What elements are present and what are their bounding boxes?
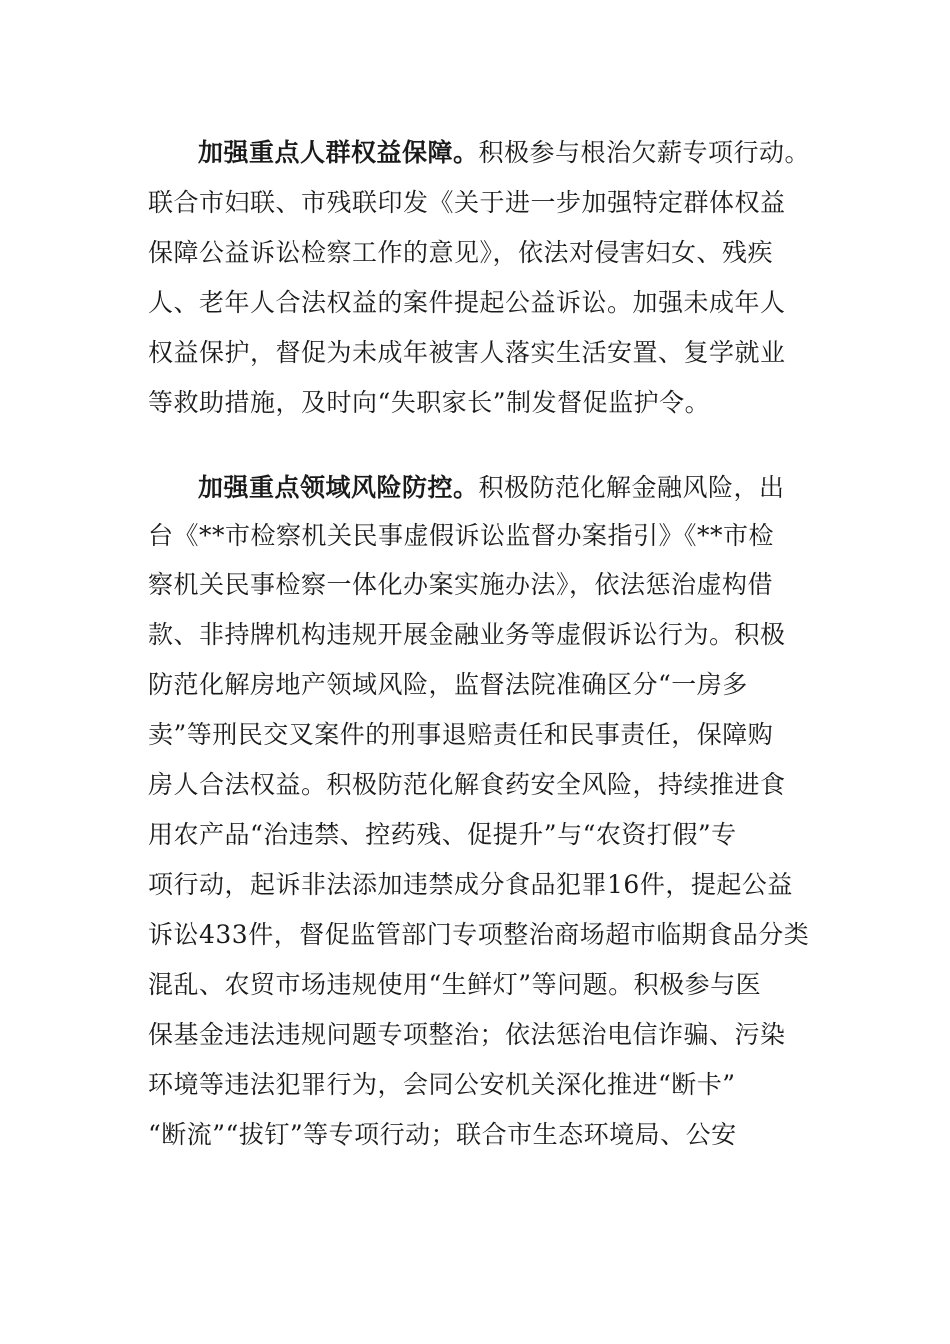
paragraph-2-line-12: 保基金违法违规问题专项整治；依法惩治电信诈骗、污染 bbox=[148, 1020, 786, 1049]
paragraph-2-line-8: 用农产品“治违禁、控药残、促提升”与“农资打假”专 bbox=[148, 820, 737, 849]
paragraph-1-line-4: 人、老年人合法权益的案件提起公益诉讼。加强未成年人 bbox=[148, 288, 786, 317]
paragraph-2-line-11: 混乱、农贸市场违规使用“生鲜灯”等问题。积极参与医 bbox=[148, 970, 762, 999]
paragraph-2-line-10: 诉讼433件，督促监管部门专项整治商场超市临期食品分类 bbox=[148, 920, 810, 949]
paragraph-1-line-1 bbox=[198, 128, 810, 178]
paragraph-1-heading: 加强重点人群权益保障。 bbox=[198, 138, 479, 167]
paragraph-2-line-2: 台《**市检察机关民事虚假诉讼监督办案指引》《**市检 bbox=[148, 521, 775, 550]
paragraph-2-line-13: 环境等违法犯罪行为，会同公安机关深化推进“断卡” bbox=[148, 1070, 736, 1099]
paragraph-2-line-9: 项行动，起诉非法添加违禁成分食品犯罪16件，提起公益 bbox=[148, 870, 793, 899]
paragraph-2-text: 积极防范化解金融风险，出 bbox=[478, 473, 785, 502]
paragraph-2-line-14: “断流”“拔钉”等专项行动；联合市生态环境局、公安 bbox=[148, 1120, 737, 1149]
paragraph-2-line-1 bbox=[198, 463, 785, 513]
paragraph-2-line-5: 防范化解房地产领域风险，监督法院准确区分“一房多 bbox=[148, 670, 748, 699]
paragraph-1-line-3: 保障公益诉讼检察工作的意见》，依法对侵害妇女、残疾 bbox=[148, 238, 774, 267]
paragraph-2-line-6: 卖”等刑民交叉案件的刑事退赔责任和民事责任，保障购 bbox=[148, 720, 774, 749]
paragraph-2-line-3: 察机关民事检察一体化办案实施办法》，依法惩治虚构借 bbox=[148, 570, 774, 599]
paragraph-1-line-2: 联合市妇联、市残联印发《关于进一步加强特定群体权益 bbox=[148, 188, 786, 217]
paragraph-2-heading: 加强重点领域风险防控。 bbox=[198, 473, 479, 502]
paragraph-1-line-5: 权益保护，督促为未成年被害人落实生活安置、复学就业 bbox=[148, 338, 786, 367]
paragraph-2-line-4: 款、非持牌机构违规开展金融业务等虚假诉讼行为。积极 bbox=[148, 620, 786, 649]
paragraph-1-text: 积极参与根治欠薪专项行动。 bbox=[478, 138, 811, 167]
paragraph-1-line-6: 等救助措施，及时向“失职家长”制发督促监护令。 bbox=[148, 388, 711, 417]
paragraph-2-line-7: 房人合法权益。积极防范化解食药安全风险，持续推进食 bbox=[148, 770, 786, 799]
